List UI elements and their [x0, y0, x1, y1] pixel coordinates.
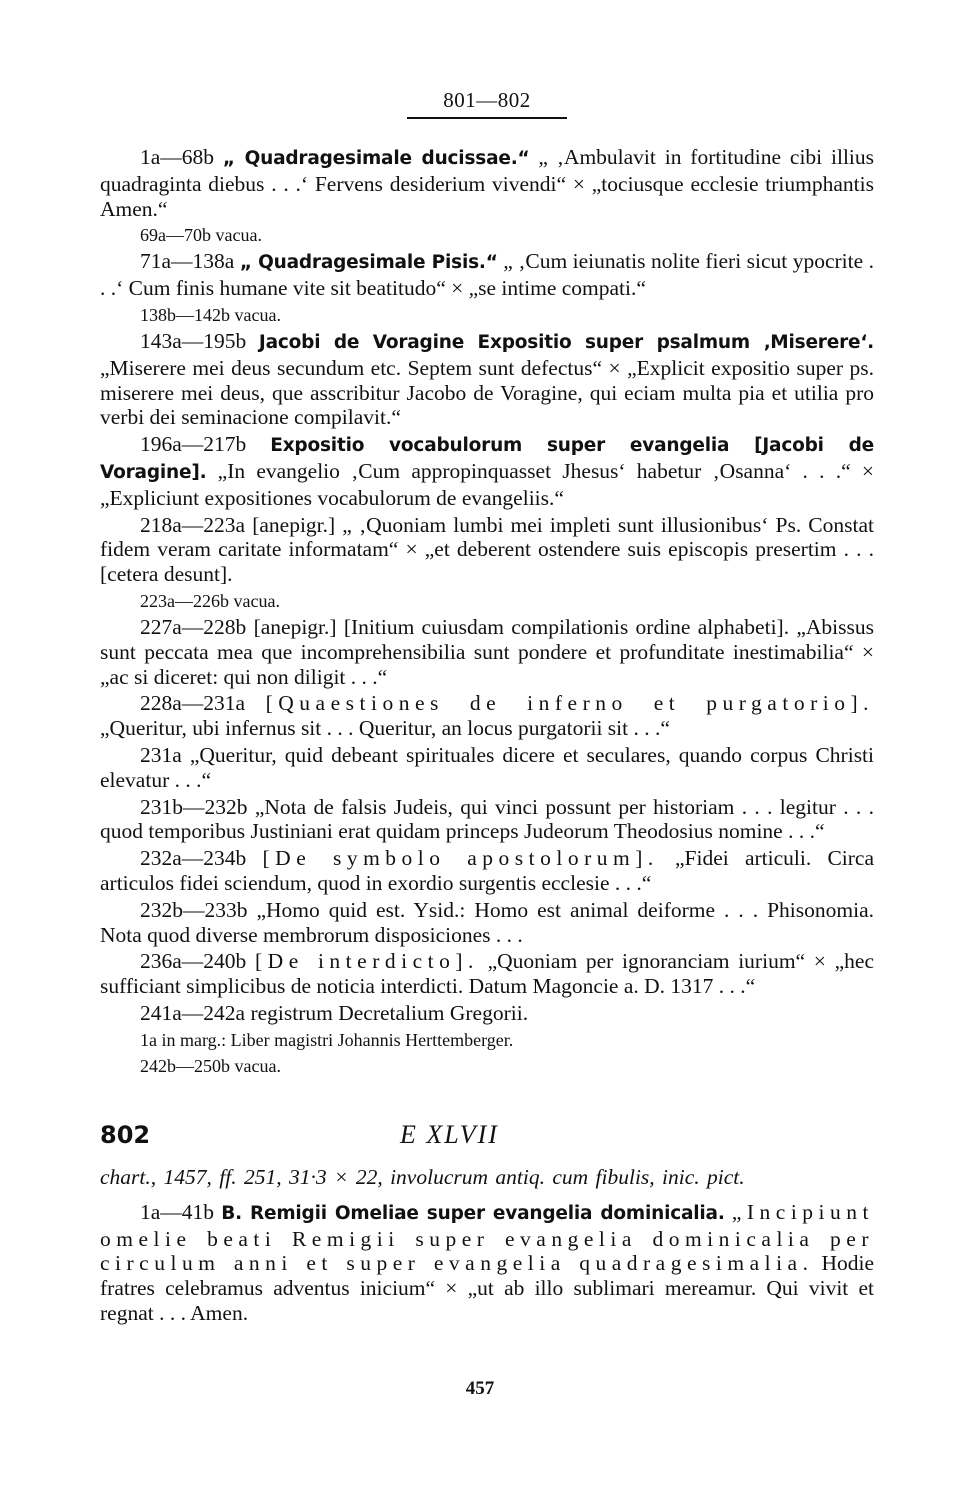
- folio-ref: 69a—70b: [140, 225, 211, 246]
- running-header: 801—802: [443, 88, 531, 112]
- entry-heading-spaced: [Quaestiones de inferno et purgatorio].: [265, 691, 874, 716]
- folio-ref: 1a—68b: [140, 145, 215, 169]
- entry-title: „ Quadragesimale ducissae.“: [222, 148, 530, 169]
- entry-title: Jacobi de Voragine Expositio super psalmum ‚Miserere‘.: [258, 331, 874, 353]
- manuscript-number: 802: [100, 1120, 151, 1149]
- entry-text: registrum Decretalium Gregorii.: [250, 1000, 529, 1025]
- entry-text: „Quoniam per ignoranciam iurium“ × „hec sufficiant simplicibus de noticia interdicti. Datum Magoncie a. D. 1317 . . .“: [100, 949, 875, 999]
- entry-801-14: [100, 898, 874, 948]
- entry-title: B. Remigii Omeliae super evangelia dominicalia.: [221, 1202, 725, 1224]
- entry-text: vacua.: [215, 225, 262, 246]
- page-body: [100, 88, 874, 1328]
- entry-801-3: [100, 249, 874, 301]
- folio-ref: 138b—142b: [140, 304, 230, 325]
- entry-801-1: [100, 145, 874, 221]
- entry-801-8: [100, 589, 874, 613]
- entry-heading-spaced: [De interdicto].: [255, 949, 479, 974]
- entry-text: Hodie fratres celebramus adventus inicium“ × „ut ab illo sublimari mereamur. Qui vivit et regnat . . . Amen.: [100, 1251, 874, 1325]
- folio-ref: 1a: [140, 1029, 157, 1050]
- entry-802-1: [100, 1200, 874, 1326]
- entry-text: „Queritur, quid debeant spirituales dicere et seculares, quando corpus Christi elevatur . . .“: [100, 742, 875, 792]
- folio-ref: 231b—232b: [140, 794, 248, 819]
- folio-ref: 232b—233b: [140, 897, 248, 922]
- folio-ref: 228a—231a: [140, 691, 246, 716]
- entry-heading-spaced: [De symbolo apostolorum].: [262, 846, 659, 871]
- entry-801-4: [100, 303, 874, 327]
- header-rule: [407, 117, 567, 119]
- folio-ref: 227a—228b: [140, 614, 247, 639]
- entry-801-16: [100, 1001, 874, 1026]
- folio-ref: 143a—195b: [140, 328, 247, 353]
- entry-title: „ Quadragesimale Pisis.“: [239, 252, 498, 274]
- folio-ref: 231a: [140, 742, 182, 767]
- entry-801-13: [100, 846, 874, 896]
- entry-801-12: [100, 795, 874, 845]
- entry-text: „Fidei articuli. Circa articulos fidei sciendum, quod in exordio surgentis ecclesie . . .“: [100, 846, 874, 895]
- entry-801-7: [100, 513, 874, 587]
- entry-801-15: [100, 949, 874, 999]
- folio-ref: 232a—234b: [140, 846, 247, 871]
- folio-ref: 218a—223a: [140, 512, 246, 537]
- folio-ref: 196a—217b: [140, 432, 247, 457]
- physical-description: chart., 1457, ff. 251, 31·3 × 22, involucrum antiq. cum fibulis, inic. pict.: [100, 1164, 745, 1189]
- entry-801-5: [100, 329, 874, 430]
- entry-text: „In evangelio ‚Cum appropinquasset Jhesus‘ habetur ‚Osanna‘ . . .“ × „Expliciunt expositiones vocabulorum de evangeliis.“: [100, 458, 874, 510]
- folio-ref: 236a—240b: [140, 949, 247, 974]
- folio-ref: 71a—138a: [140, 249, 235, 274]
- entry-801-2: [100, 223, 874, 247]
- entry-801-6: [100, 432, 874, 510]
- entry-801-17: [100, 1028, 874, 1052]
- shelfmark: E XLVII: [400, 1119, 499, 1149]
- section-802-heading: [100, 1120, 874, 1150]
- entry-text: „ ‚Ambulavit in fortitudine cibi illius quadraginta diebus . . .‘ Fervens desiderium vivendi“ × „tociusque ecclesie triumphantis Amen.“: [100, 145, 875, 221]
- entry-801-9: [100, 615, 874, 689]
- entry-text: „Miserere mei deus secundum etc. Septem sunt defectus“ × „Explicit expositio super ps. miserere mei deus, que asscribitur Jacobo de Voragine, qui eciam multa pia et utilia pro verbi dei seminacione compilavit.“: [100, 355, 874, 430]
- entry-text: „Homo quid est. Ysid.: Homo est animal deiforme . . . Phisonomia. Nota quod diverse membrorum disposiciones . . .: [100, 897, 874, 947]
- entry-801-18: [100, 1054, 874, 1078]
- entry-text: [anepigr.] „ ‚Quoniam lumbi mei impleti sunt illusionibus‘ Ps. Constat fidem veram caritate informatam“ × „et deberent ostendere suis episcopis presertim . . . [cetera desunt].: [100, 512, 875, 587]
- entry-text: „Queritur, ubi infernus sit . . . Queritur, an locus purgatorii sit . . .“: [100, 716, 670, 741]
- entry-text: „Nota de falsis Judeis, qui vinci possunt per historiam . . . legitur . . . quod temporibus Justiniani erat quidam princeps Judeorum Theodosius nomine . . .“: [100, 794, 874, 844]
- folio-ref: 223a—226b: [140, 590, 229, 611]
- entry-text: vacua.: [233, 590, 280, 611]
- entry-title: Expositio vocabulorum super evangelia [Jacobi de Voragine].: [100, 435, 875, 483]
- page-number: 457: [465, 1378, 495, 1399]
- entry-801-11: [100, 743, 874, 793]
- entry-text: [anepigr.] [Initium cuiusdam compilationis ordine alphabeti]. „Abissus sunt peccata mea que incomprehensibilia sunt pondere et profunditate inestimabilia“ × „ac si diceret: qui non diligit . . .“: [100, 614, 874, 689]
- entries-801: [100, 145, 874, 1078]
- entry-text: in marg.: Liber magistri Johannis Herttemberger.: [161, 1029, 514, 1050]
- entry-text: „ ‚Cum ieiunatis nolite fieri sicut ypocrite . . .‘ Cum finis humane vite sit beatitudo“ × „se intime compati.“: [100, 249, 875, 301]
- folio-ref: 242b—250b: [140, 1055, 230, 1076]
- incipit-spaced: „Incipiunt omelie beati Remigii super evangelia dominicalia per circulum anni et super evangelia quadragesimalia.: [100, 1199, 874, 1276]
- entry-801-10: [100, 691, 874, 741]
- entry-text: vacua.: [234, 1055, 281, 1076]
- folio-ref: 241a—242a: [140, 1000, 246, 1025]
- entry-text: vacua.: [234, 304, 281, 325]
- folio-ref: 1a—41b: [140, 1199, 215, 1224]
